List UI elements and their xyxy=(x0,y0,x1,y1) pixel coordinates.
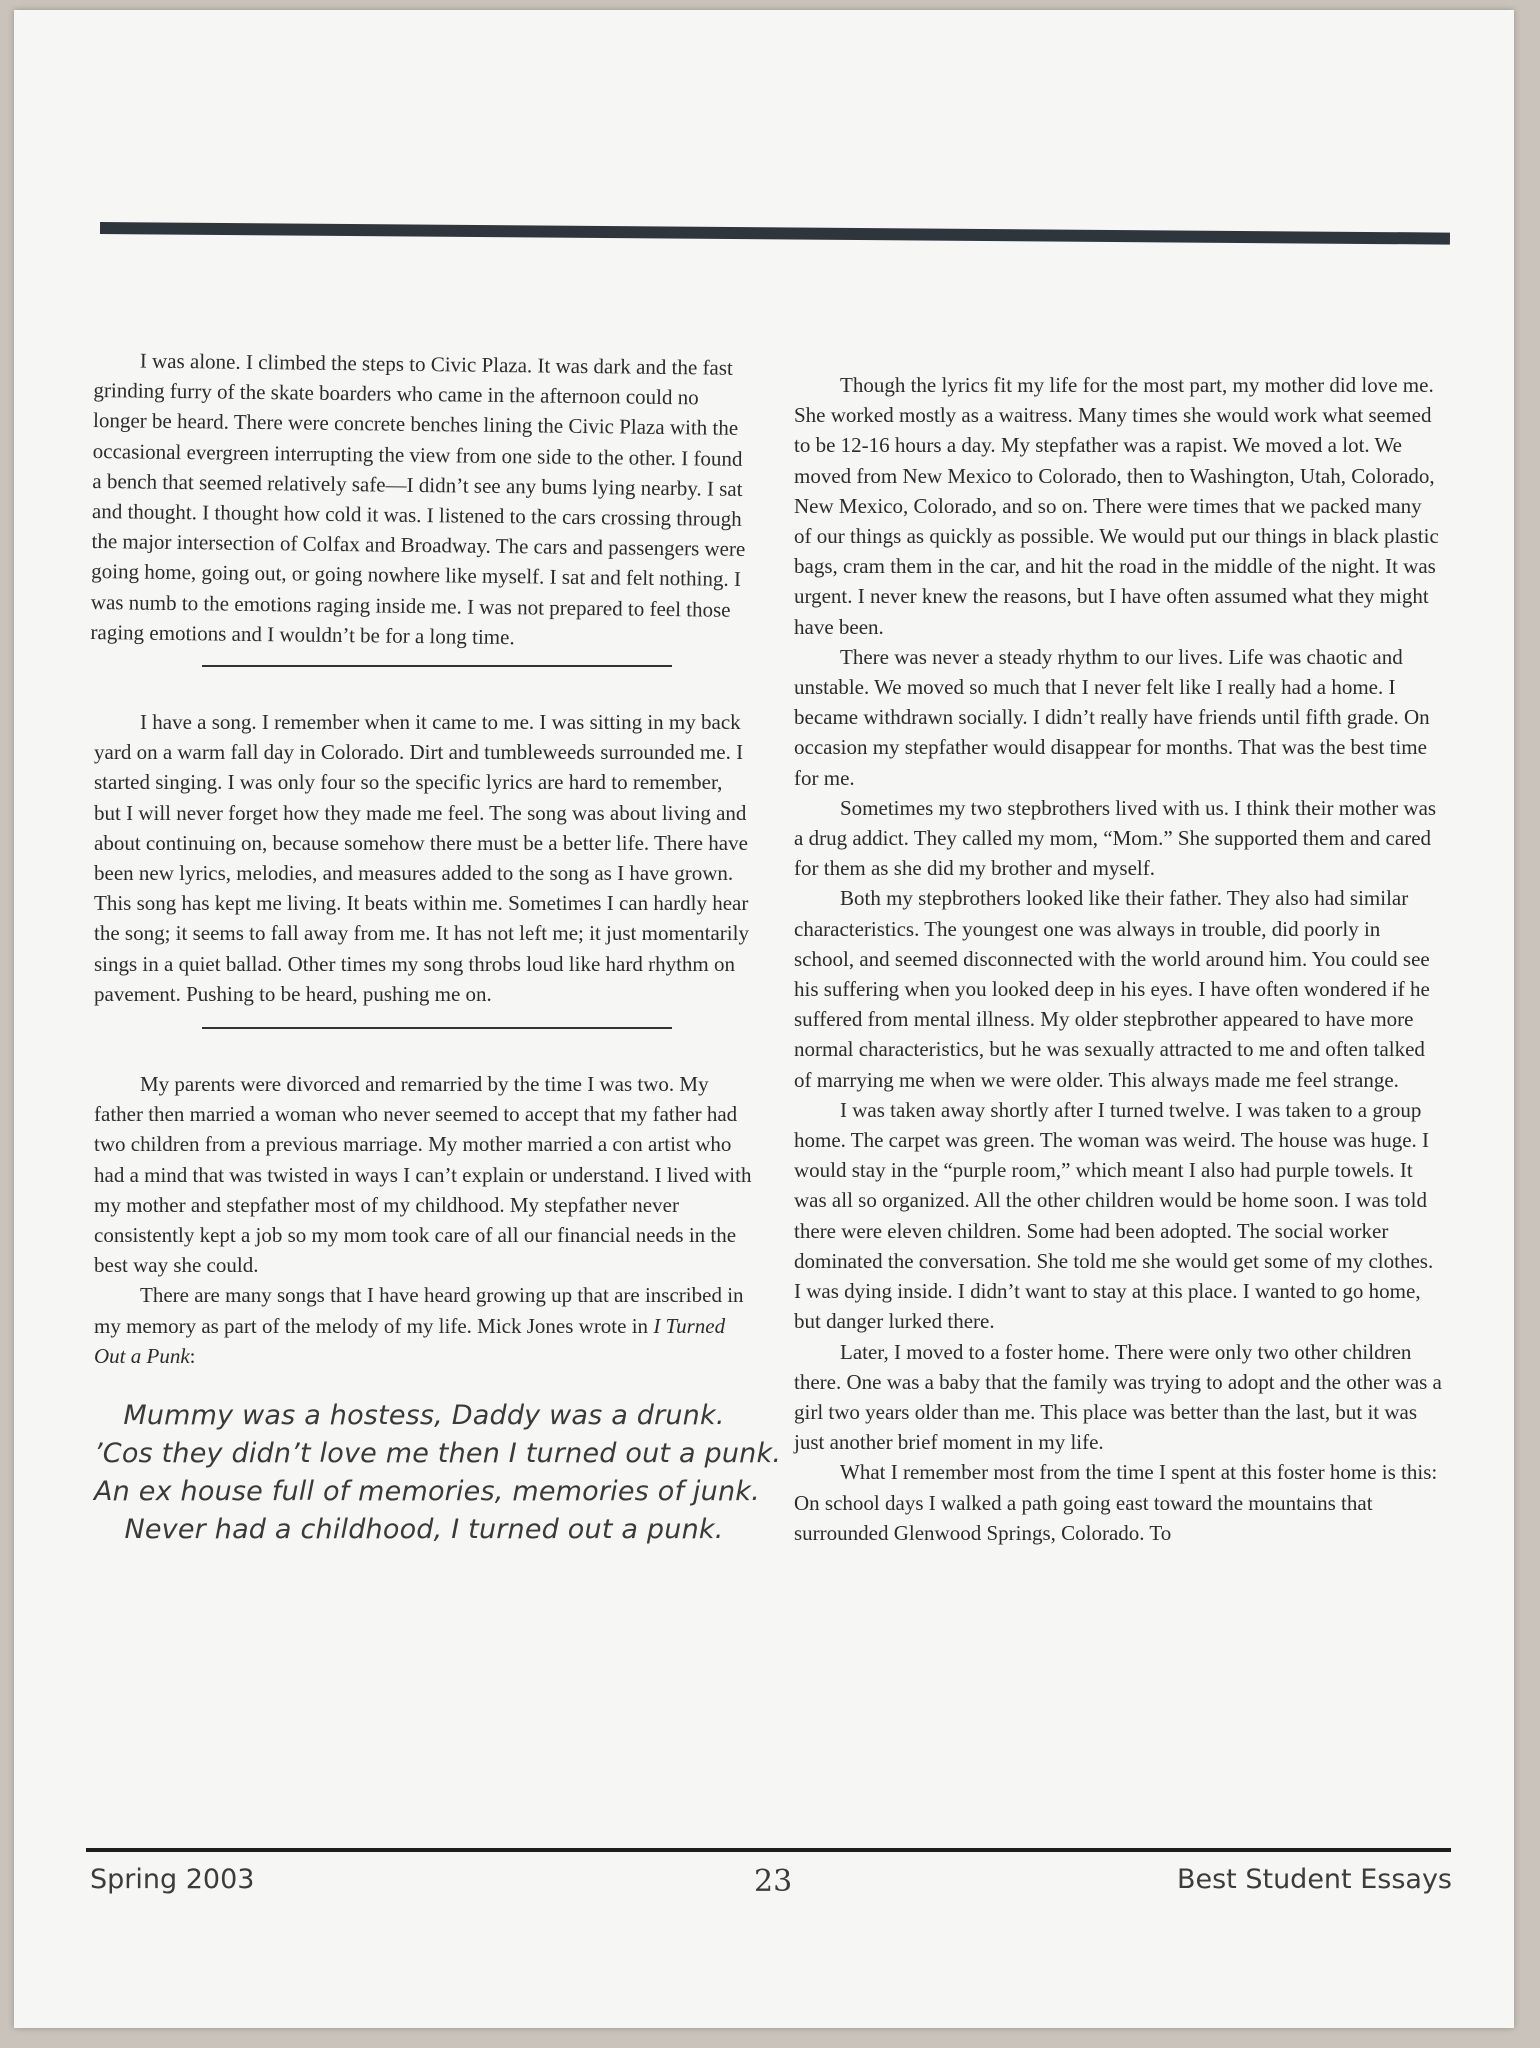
paragraph: What I remember most from the time I spent at this foster home is this: On school days I walked a path going east toward the mountains that surrounded Glenwood Springs, Colorado. To xyxy=(794,1460,1438,1545)
section-parents xyxy=(94,1069,754,1371)
paragraph: I was alone. I climbed the steps to Civic Plaza. It was dark and the fast grinding furry of the skate boarders who came in the afternoon could no longer be heard. There were concrete benches lining the Civic Plaza with the occasional evergreen interrupting the view from one side to the other. I found a bench that seemed relatively safe—I didn’t see any bums lying nearby. I sat and thought. I thought how cold it was. I listened to the cars crossing through the major intersection of Colfax and Broadway. The cars and passengers were going home, going out, or going nowhere like myself. I sat and felt nothing. I was numb to the emotions raging inside me. I was not prepared to feel those raging emotions and I wouldn’t be for a long time. xyxy=(90,348,746,649)
section-divider xyxy=(202,1027,672,1029)
footer-publication: Best Student Essays xyxy=(1176,1864,1452,1895)
paragraph-songs: There are many songs that I have heard growing up that are inscribed in my memory as part of the melody of my life. Mick Jones wrote in I Turned Out a Punk: xyxy=(94,1283,744,1368)
paragraph: I was taken away shortly after I turned twelve. I was taken to a group home. The carpet was green. The woman was weird. The house was huge. I would stay in the “purple room,” which meant I also had purple towels. It was all so organized. All the other children would be home soon. I was told there were eleven children. Some had been adopted. The social worker dominated the conversation. She told me she would get some of my clothes. I was dying inside. I didn’t want to stay at this place. I wanted to go home, but danger lurked there. xyxy=(794,1097,1434,1334)
page-number: 23 xyxy=(754,1864,793,1899)
header-rule xyxy=(100,222,1450,245)
right-column xyxy=(794,370,1444,1548)
paragraph: Both my stepbrothers looked like their father. They also had similar characteristics. The youngest one was always in trouble, did poorly in school, and seemed disconnected with the world around him. You could see his suffering when you looked deep in his eyes. I have often wondered if he suffered from mental illness. My older stepbrother appeared to have more normal characteristics, but he was sexually attracted to me and often talked of marrying me when we were older. This always made me feel strange. xyxy=(794,886,1430,1092)
lyric-line: ’Cos they didn’t love me then I turned out a punk. xyxy=(94,1438,782,1470)
paragraph: My parents were divorced and remarried by the time I was two. My father then married a woman who never seemed to accept that my father had two children from a previous marriage. My mother married a con artist who had a mind that was twisted in ways I can’t explain or understand. I lived with my mother and stepfather most of my childhood. My stepfather never consistently kept a job so my mom took care of all our financial needs in the best way she could. xyxy=(94,1072,752,1278)
section-alone xyxy=(90,345,754,649)
lyric-line: Mummy was a hostess, Daddy was a drunk. xyxy=(123,1400,725,1432)
lyric-line: Never had a childhood, I turned out a punk. xyxy=(124,1514,724,1546)
footer-season: Spring 2003 xyxy=(90,1864,255,1895)
section-divider xyxy=(202,665,672,667)
left-column xyxy=(90,345,782,1549)
section-song xyxy=(94,707,754,1009)
paragraph: I have a song. I remember when it came to me. I was sitting in my back yard on a warm fall day in Colorado. Dirt and tumbleweeds surrounded me. I started singing. I was only four so the specific lyrics are hard to remember, but I will never forget how they made me feel. The song was about living and about continuing on, because somehow there must be a better life. There have been new lyrics, melodies, and measures added to the song as I have grown. This song has kept me living. It beats within me. Sometimes I can hardly hear the song; it seems to fall away from me. It has not left me; it just momentarily sings in a quiet ballad. Other times my song throbs loud like hard rhythm on pavement. Pushing to be heard, pushing me on. xyxy=(94,710,749,1006)
song-title: I Turned Out a Punk xyxy=(94,1313,726,1368)
paragraph: There was never a steady rhythm to our lives. Life was chaotic and unstable. We moved so much that I never felt like I really had a home. I became withdrawn socially. I didn’t really have friends until fifth grade. On occasion my stepfather would disappear for months. That was the best time for me. xyxy=(794,644,1430,790)
song-lyrics xyxy=(94,1397,782,1549)
paragraph: Later, I moved to a foster home. There were only two other children there. One was a baby that the family was trying to adopt and the other was a girl two years older than me. This place was better than the last, but it was just another brief moment in my life. xyxy=(794,1339,1442,1455)
footer-rule xyxy=(86,1848,1451,1852)
paragraph: Though the lyrics fit my life for the most part, my mother did love me. She worked mostly as a waitress. Many times she would work what seemed to be 12-16 hours a day. My stepfather was a rapist. We moved a lot. We moved from New Mexico to Colorado, then to Washington, Utah, Colorado, New Mexico, Colorado, and so on. There were times that we packed many of our things as quickly as possible. We would put our things in black plastic bags, cram them in the car, and hit the road in the middle of the night. It was urgent. I never knew the reasons, but I have often assumed what they might have been. xyxy=(794,373,1439,639)
lyric-line: An ex house full of memories, memories of junk. xyxy=(94,1476,760,1508)
paragraph: Sometimes my two stepbrothers lived with us. I think their mother was a drug addict. They called my mom, “Mom.” She supported them and cared for them as she did my brother and myself. xyxy=(794,795,1437,881)
magazine-page xyxy=(14,10,1514,2028)
